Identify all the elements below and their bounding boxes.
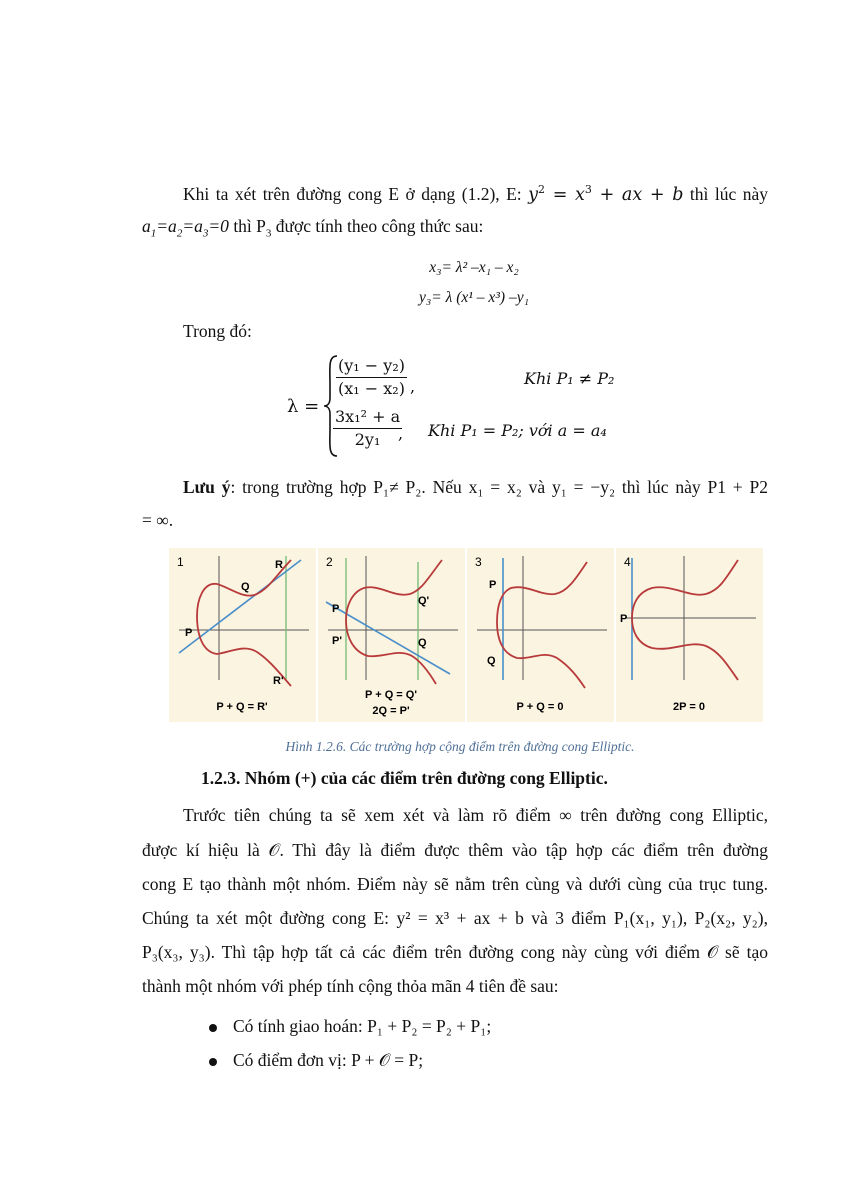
lambda-cond2: Khi P₁ = P₂; với a = a₄ <box>428 421 607 440</box>
figure-panel-2 <box>318 548 465 722</box>
svg-text:P: P <box>489 579 497 591</box>
lambda-cond1: Khi P₁ ≠ P₂ <box>524 369 615 388</box>
bullet-item-1: Có tính giao hoán: P₁ + P₂ = P₂ + P₁; <box>209 1011 491 1041</box>
svg-text:2P = 0: 2P = 0 <box>673 701 705 713</box>
formula-x3: x₃= λ² –x₁ – x₂ <box>429 259 519 276</box>
section-line-4: Chúng ta xét một đường cong E: y² = x³ + ax + b và 3 điểm P₁(x₁, y₁), P₂(x₂, y₂), <box>142 908 768 928</box>
para1-line2: $a_1=a_2=a_3=0$ thì $P_3$ được tính theo công thức sau: <box>142 216 484 240</box>
panel2-plot <box>318 548 465 722</box>
svg-text:2Q = P': 2Q = P' <box>372 705 410 717</box>
section-line-1: Trước tiên chúng ta sẽ xem xét và làm rõ điểm ∞ trên đường cong Elliptic, <box>183 805 768 825</box>
svg-text:P': P' <box>332 635 342 647</box>
note-line1: Lưu ý: trong trường hợp P₁≠ P₂. Nếu x₁ = x₂ và y₁ = −y₂ thì lúc này P1 + P2 <box>183 477 768 497</box>
figure-panel-1 <box>169 548 316 722</box>
trong-do-label: Trong đó: <box>183 321 252 341</box>
bullet-item-2: Có điểm đơn vị: P + 𝒪 = P; <box>209 1045 423 1075</box>
svg-text:3: 3 <box>475 555 482 569</box>
svg-text:4: 4 <box>624 555 631 569</box>
panel4-plot <box>616 548 763 722</box>
section-line-5: P₃(x₃, y₃). Thì tập hợp tất cả các điểm trên đường cong này cùng với điểm 𝒪 sẽ tạo <box>142 942 768 962</box>
formula-y3: y₃= λ (x¹ – x³) –y₁ <box>419 289 529 306</box>
svg-text:R: R <box>275 559 283 571</box>
bullet-dot <box>209 1024 217 1032</box>
figure-caption: Hình 1.2.6. Các trường hợp cộng điểm trên đường cong Elliptic. <box>285 739 635 754</box>
svg-text:1: 1 <box>177 555 184 569</box>
para1-line1: Khi ta xét trên đường cong E ở dạng (1.2), E: $y^2 = x^3$ + ax + b thì lúc này <box>183 183 768 205</box>
panel1-plot <box>169 548 316 722</box>
note-line2: = ∞. <box>142 510 174 530</box>
svg-text:P: P <box>620 613 628 625</box>
section-heading: 1.2.3. Nhóm (+) của các điểm trên đường cong Elliptic. <box>201 768 608 788</box>
section-line-3: cong E tạo thành một nhóm. Điểm này sẽ nằm trên cùng và dưới cùng của trục tung. <box>142 874 768 894</box>
svg-text:2: 2 <box>326 555 333 569</box>
lambda-frac2: $\frac{\text{3x₁² + a}}{\text{2y₁}}$ <box>335 407 401 449</box>
svg-text:R': R' <box>273 675 284 687</box>
svg-text:P: P <box>332 603 340 615</box>
lambda-frac1: $\frac{\text{(y₁ − y₂)}}{\text{(x₁ − x₂)}}$ <box>338 356 405 398</box>
svg-text:P + Q = 0: P + Q = 0 <box>516 701 564 713</box>
lambda-lhs: λ = <box>287 396 320 417</box>
section-line-6: thành một nhóm với phép tính cộng thỏa mãn 4 tiên đề sau: <box>142 976 559 996</box>
svg-text:P + Q = R': P + Q = R' <box>216 701 268 713</box>
figure-panel-4 <box>616 548 763 722</box>
svg-text:Q: Q <box>487 655 496 667</box>
svg-text:Q: Q <box>241 581 250 593</box>
svg-text:P: P <box>185 627 193 639</box>
figure-panel-3 <box>467 548 614 722</box>
svg-text:P + Q = Q': P + Q = Q' <box>365 689 417 701</box>
panel3-plot <box>467 548 614 722</box>
bullet-dot <box>209 1058 217 1066</box>
svg-text:Q': Q' <box>418 595 430 607</box>
section-line-2: được kí hiệu là 𝒪. Thì đây là điểm được thêm vào tập hợp các điểm trên đường <box>142 840 768 860</box>
svg-text:Q: Q <box>418 637 427 649</box>
